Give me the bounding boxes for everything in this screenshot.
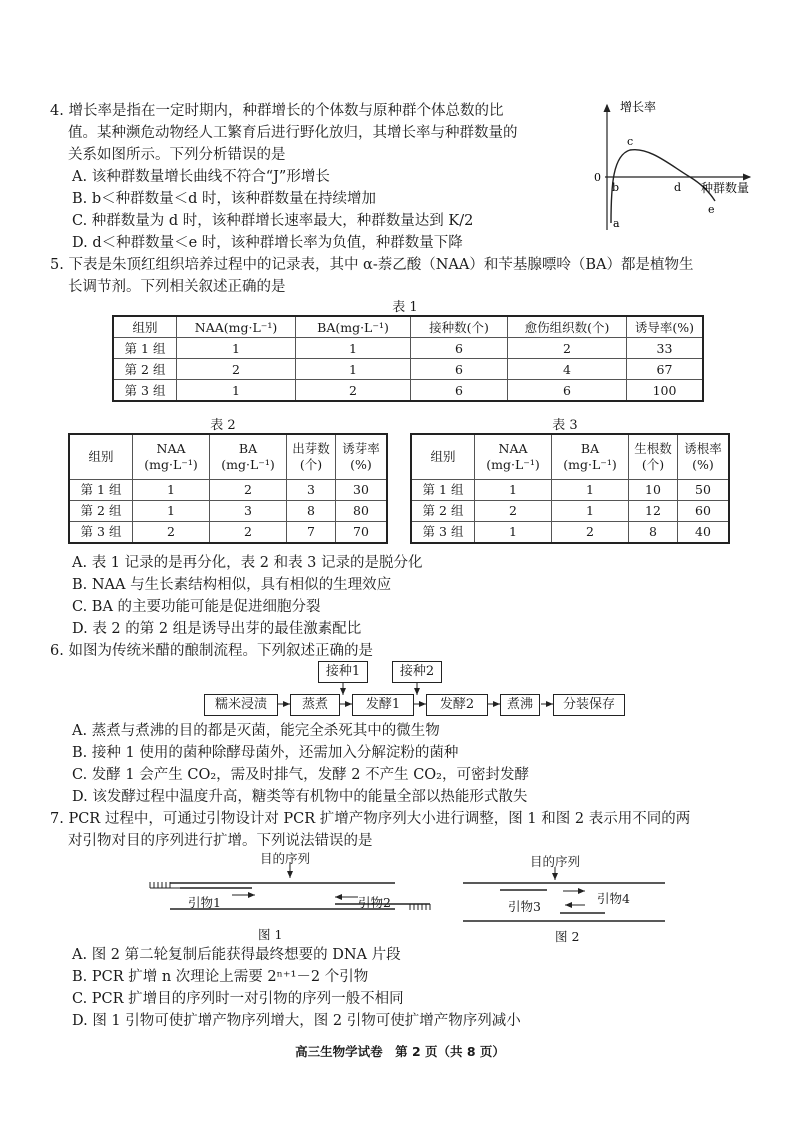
- q4-stem-line3: 关系如图所示。下列分析错误的是: [68, 147, 286, 163]
- fig1-primer2-label: 引物2: [358, 895, 391, 910]
- table-cell: 8: [287, 501, 336, 522]
- table-cell: 3: [210, 501, 287, 522]
- table3-header-unit: (mg·L⁻¹): [563, 457, 617, 472]
- fig2-target-label: 目的序列: [530, 854, 581, 869]
- growth-curve: [611, 150, 715, 223]
- point-d-label: d: [674, 181, 682, 194]
- q5-stem: [50, 254, 770, 298]
- fig1-target-label: 目的序列: [260, 851, 311, 866]
- table-cell: 1: [296, 359, 411, 380]
- table3-header-unit: (%): [692, 457, 714, 472]
- fig1-primer1-label: 引物1: [188, 895, 221, 910]
- table-cell: 3: [287, 480, 336, 501]
- table-cell: 1: [475, 522, 552, 544]
- table-row: [411, 501, 729, 522]
- table-cell: 第 2 组: [69, 501, 133, 522]
- table-cell: 67: [627, 359, 704, 380]
- table-cell: 1: [475, 480, 552, 501]
- table1-header: 接种数(个): [411, 316, 508, 338]
- table3-header: 组别: [411, 434, 475, 480]
- table3-header-unit: (mg·L⁻¹): [486, 457, 540, 472]
- table-cell: 第 3 组: [411, 522, 475, 544]
- table-cell: 1: [552, 501, 629, 522]
- table-cell: 2: [210, 522, 287, 544]
- fig2-caption: 图 2: [555, 929, 580, 944]
- q4-growth-rate-graph: [585, 95, 760, 240]
- q4-options: [72, 166, 592, 254]
- q6-option-b: B. 接种 1 使用的菌种除酵母菌外，还需加入分解淀粉的菌种: [72, 745, 459, 761]
- q4-stem: [50, 100, 595, 166]
- table-row: [411, 522, 729, 544]
- q7-options: [72, 944, 752, 1032]
- table-cell: 1: [552, 480, 629, 501]
- table-cell: 2: [475, 501, 552, 522]
- table1-header: 诱导率(%): [627, 316, 704, 338]
- table2-header: NAA: [156, 441, 186, 456]
- table-cell: 60: [678, 501, 730, 522]
- fig1-caption: 图 1: [258, 927, 283, 942]
- flow-step-steam: 蒸煮: [290, 694, 340, 716]
- table3-header-row: [411, 434, 729, 480]
- table2-header-row: [69, 434, 387, 480]
- q4-stem-line2: 值。某种濒危动物经人工繁育后进行野化放归，其增长率与种群数量的: [68, 125, 518, 141]
- table-cell: 2: [177, 359, 296, 380]
- table-cell: 4: [508, 359, 627, 380]
- table-cell: 2: [133, 522, 210, 544]
- flow-step-package: 分装保存: [553, 694, 625, 716]
- page-footer: 高三生物学试卷 第 2 页（共 8 页）: [295, 1044, 505, 1059]
- table-row: [113, 380, 703, 402]
- q6-option-d: D. 该发酵过程中温度升高，糖类等有机物中的能量全部以热能形式散失: [72, 789, 528, 805]
- x-axis-label: 种群数量: [701, 181, 750, 195]
- q4-option-d: D. d＜种群数量＜e 时，该种群增长率为负值，种群数量下降: [72, 235, 463, 251]
- table-cell: 1: [133, 501, 210, 522]
- table-cell: 40: [678, 522, 730, 544]
- q5-option-b: B. NAA 与生长素结构相似，具有相似的生理效应: [72, 577, 392, 593]
- table-row: [69, 522, 387, 544]
- q4-stem-line1: 4. 增长率是指在一定时期内，种群增长的个体数与原种群个体总数的比: [50, 103, 504, 119]
- q5-stem-line1: 5. 下表是朱顶红组织培养过程中的记录表，其中 α-萘乙酸（NAA）和苄基腺嘌呤（BA）都是植物生: [50, 257, 694, 273]
- table-cell: 第 3 组: [113, 380, 177, 402]
- table1-header: NAA(mg·L⁻¹): [177, 316, 296, 338]
- table-cell: 100: [627, 380, 704, 402]
- q6-stem: 6. 如图为传统米醋的酿制流程。下列叙述正确的是: [50, 643, 373, 659]
- point-b-label: b: [612, 181, 620, 194]
- q7-stem: [50, 808, 780, 852]
- y-axis-label: 增长率: [620, 100, 657, 114]
- table2-caption: 表 2: [210, 418, 236, 433]
- table2-header: BA: [238, 441, 258, 456]
- table-row: [69, 480, 387, 501]
- point-c-label: c: [627, 135, 634, 148]
- table2-header-unit: (个): [299, 457, 323, 472]
- q6-option-c: C. 发酵 1 会产生 CO₂，需及时排气，发酵 2 不产生 CO₂，可密封发酵: [72, 767, 529, 783]
- table-cell: 第 2 组: [113, 359, 177, 380]
- table-cell: 第 1 组: [69, 480, 133, 501]
- q7-option-d: D. 图 1 引物可使扩增产物序列增大，图 2 引物可使扩增产物序列减小: [72, 1013, 521, 1029]
- flow-step-ferment2: 发酵2: [426, 694, 488, 716]
- flow-step-soak: 糯米浸渍: [204, 694, 278, 716]
- point-e-label: e: [708, 203, 715, 216]
- fig2-primer4-label: 引物4: [597, 891, 630, 906]
- q7-stem-line2: 对引物对目的序列进行扩增。下列说法错误的是: [68, 833, 373, 849]
- table-cell: 2: [508, 338, 627, 359]
- point-a-label: a: [613, 217, 620, 230]
- table1: [112, 315, 704, 402]
- table3-caption: 表 3: [552, 418, 578, 433]
- table3-header: NAA: [498, 441, 528, 456]
- table-cell: 1: [177, 338, 296, 359]
- table-cell: 6: [411, 338, 508, 359]
- q7-stem-line1: 7. PCR 过程中，可通过引物设计对 PCR 扩增产物序列大小进行调整，图 1 和图 2 表示用不同的两: [50, 811, 691, 827]
- q6-options: [72, 720, 712, 808]
- table-cell: 80: [336, 501, 388, 522]
- table-cell: 70: [336, 522, 388, 544]
- q7-option-b: B. PCR 扩增 n 次理论上需要 2ⁿ⁺¹－2 个引物: [72, 969, 369, 985]
- table-cell: 8: [629, 522, 678, 544]
- table3-header: BA: [580, 441, 600, 456]
- q5-options: [72, 552, 672, 640]
- table-cell: 50: [678, 480, 730, 501]
- table-cell: 第 1 组: [411, 480, 475, 501]
- table-cell: 2: [210, 480, 287, 501]
- table2-header-unit: (mg·L⁻¹): [144, 457, 198, 472]
- table3-header: 诱根率: [684, 441, 722, 456]
- q4-option-a: A. 该种群数量增长曲线不符合“J”形增长: [72, 169, 330, 185]
- q5-option-c: C. BA 的主要功能可能是促进细胞分裂: [72, 599, 321, 615]
- table3-header-unit: (个): [641, 457, 665, 472]
- table2-header: 组别: [69, 434, 133, 480]
- q5-option-d: D. 表 2 的第 2 组是诱导出芽的最佳激素配比: [72, 621, 362, 637]
- table-cell: 第 1 组: [113, 338, 177, 359]
- q4-option-b: B. b＜种群数量＜d 时，该种群数量在持续增加: [72, 191, 377, 207]
- table-cell: 第 2 组: [411, 501, 475, 522]
- table2: [68, 433, 388, 544]
- origin-label: 0: [594, 171, 601, 184]
- table-cell: 1: [177, 380, 296, 402]
- table1-caption: 表 1: [392, 300, 418, 315]
- table-cell: 33: [627, 338, 704, 359]
- inoculation-1-box: 接种1: [318, 661, 368, 683]
- flow-step-boil: 煮沸: [500, 694, 540, 716]
- table-row: [411, 480, 729, 501]
- inoculation-2-box: 接种2: [392, 661, 442, 683]
- table-cell: 6: [411, 380, 508, 402]
- table-cell: 第 3 组: [69, 522, 133, 544]
- table-row: [69, 501, 387, 522]
- table-cell: 30: [336, 480, 388, 501]
- q5-option-a: A. 表 1 记录的是再分化，表 2 和表 3 记录的是脱分化: [72, 555, 423, 571]
- table3-header: 生根数: [634, 441, 672, 456]
- flow-step-ferment1: 发酵1: [352, 694, 414, 716]
- table2-header: 诱芽率: [342, 441, 380, 456]
- table-cell: 10: [629, 480, 678, 501]
- table-cell: 1: [296, 338, 411, 359]
- table2-header-unit: (%): [350, 457, 372, 472]
- q5-stem-line2: 长调节剂。下列相关叙述正确的是: [68, 279, 286, 295]
- table1-header: 愈伤组织数(个): [508, 316, 627, 338]
- table-cell: 2: [552, 522, 629, 544]
- table3: [410, 433, 730, 544]
- table-row: [113, 359, 703, 380]
- table1-header: BA(mg·L⁻¹): [296, 316, 411, 338]
- table2-header: 出芽数: [292, 441, 330, 456]
- table-cell: 6: [411, 359, 508, 380]
- q7-option-a: A. 图 2 第二轮复制后能获得最终想要的 DNA 片段: [72, 947, 401, 963]
- table-row: [113, 338, 703, 359]
- table1-header-row: [113, 316, 703, 338]
- q7-option-c: C. PCR 扩增目的序列时一对引物的序列一般不相同: [72, 991, 404, 1007]
- fig2-primer3-label: 引物3: [508, 899, 541, 914]
- table-cell: 1: [133, 480, 210, 501]
- table-cell: 6: [508, 380, 627, 402]
- table2-header-unit: (mg·L⁻¹): [221, 457, 275, 472]
- table1-header: 组别: [113, 316, 177, 338]
- table-cell: 7: [287, 522, 336, 544]
- q4-option-c: C. 种群数量为 d 时，该种群增长速率最大，种群数量达到 K/2: [72, 213, 474, 229]
- table-cell: 2: [296, 380, 411, 402]
- q6-option-a: A. 蒸煮与煮沸的目的都是灭菌，能完全杀死其中的微生物: [72, 723, 440, 739]
- table-cell: 12: [629, 501, 678, 522]
